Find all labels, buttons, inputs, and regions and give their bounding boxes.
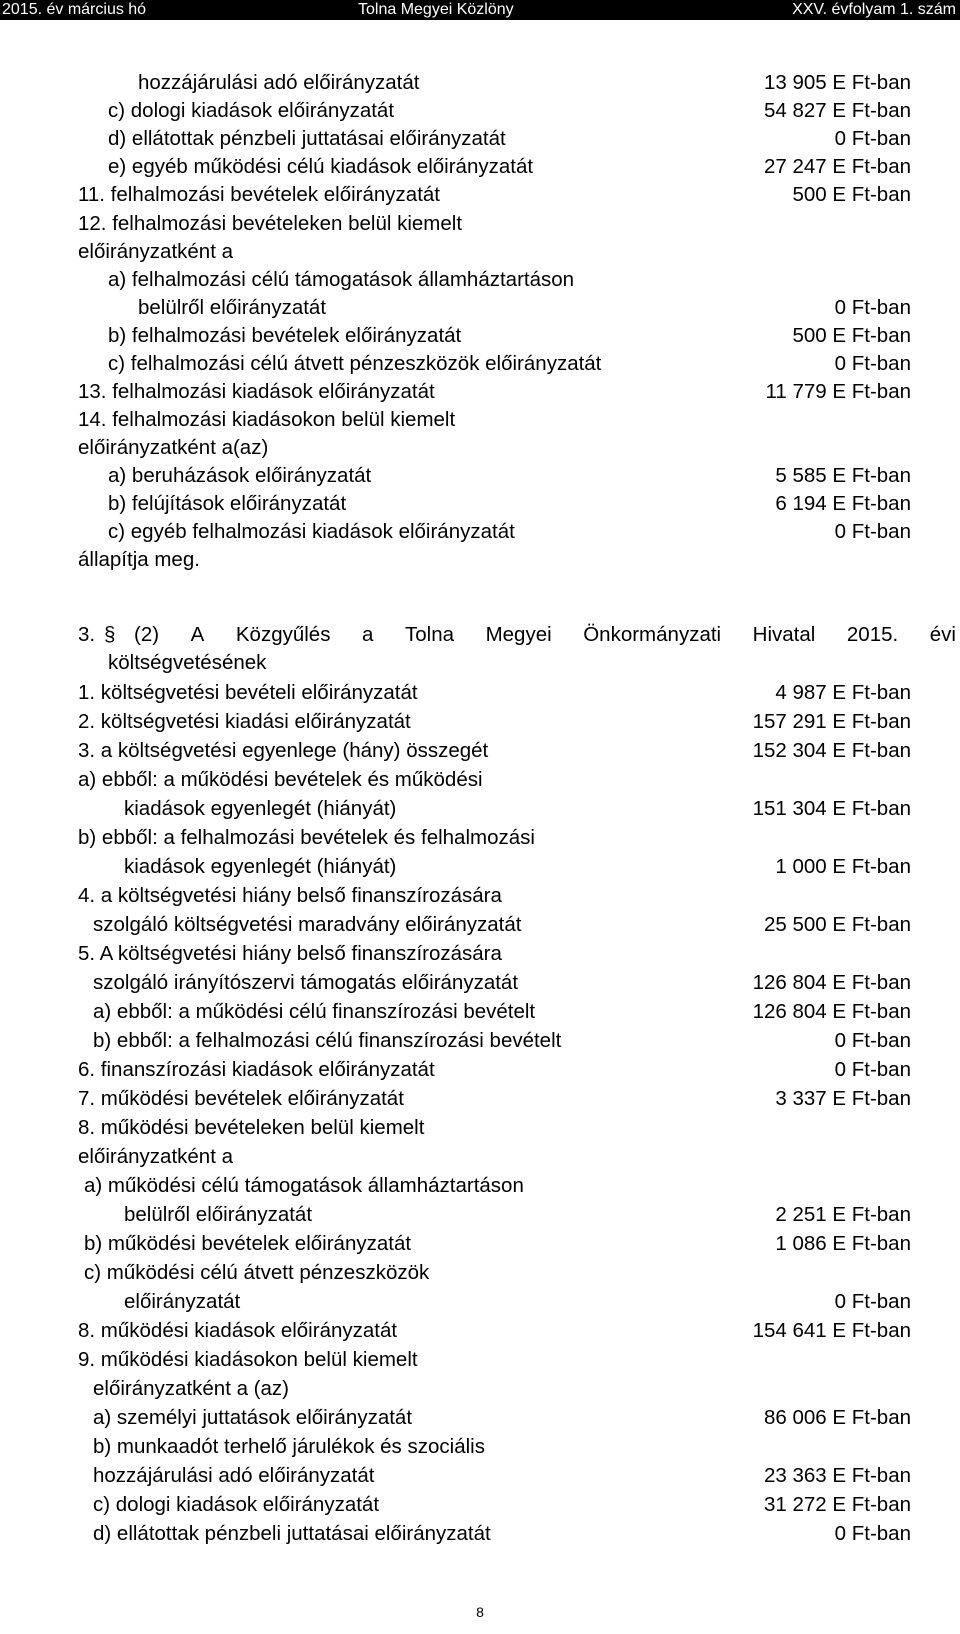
heading-word: Megyei (485, 623, 552, 646)
line-text: b) ebből: a felhalmozási célú finanszírozási bevételt (93, 1029, 562, 1052)
heading-word: A (190, 623, 205, 646)
line-text: 3. a költségvetési egyenlege (hány) összegét (78, 739, 489, 762)
line-text: a) felhalmozási célú támogatások államháztartáson (108, 268, 575, 291)
section-number: 3. (78, 623, 96, 646)
line-amount: 0 Ft-ban (834, 1522, 911, 1545)
heading-word: a (362, 623, 374, 646)
line-text: b) felhalmozási bevételek előirányzatát (108, 324, 462, 347)
line-text: 1. költségvetési bevételi előirányzatát (78, 681, 418, 704)
line-amount: 1 000 E Ft-ban (775, 855, 911, 878)
line-text: 8. működési bevételeken belül kiemelt (78, 1116, 425, 1139)
line-text: a) ebből: a működési célú finanszírozási bevételt (93, 1000, 536, 1023)
line-amount: 0 Ft-ban (834, 352, 911, 375)
line-amount: 126 804 E Ft-ban (752, 1000, 911, 1023)
heading-word: Tolna (405, 623, 455, 646)
line-text: b) munkaadót terhelő járulékok és szociális (93, 1435, 485, 1458)
line-amount: 11 779 E Ft-ban (765, 380, 911, 403)
line-text: 8. működési kiadások előirányzatát (78, 1319, 398, 1342)
line-text: hozzájárulási adó előirányzatát (93, 1464, 375, 1487)
line-amount: 25 500 E Ft-ban (763, 913, 911, 936)
line-text: előirányzatként a(az) (78, 436, 269, 459)
line-text: szolgáló költségvetési maradvány előirányzatát (93, 913, 522, 936)
header-publication: Tolna Megyei Közlöny (358, 1, 514, 18)
line-text: kiadások egyenlegét (hiányát) (124, 855, 397, 878)
line-text: d) ellátottak pénzbeli juttatásai előirányzatát (108, 127, 506, 150)
line-text: előirányzatként a (az) (93, 1377, 289, 1400)
line-text: 12. felhalmozási bevételeken belül kiemelt (78, 212, 463, 235)
header-volume: XXV. évfolyam 1. szám (792, 1, 956, 18)
line-text: 2. költségvetési kiadási előirányzatát (78, 710, 411, 733)
line-text: 4. a költségvetési hiány belső finanszírozására (78, 884, 502, 907)
line-text: c) felhalmozási célú átvett pénzeszközök előirányzatát (108, 352, 602, 375)
line-amount: 151 304 E Ft-ban (752, 797, 911, 820)
line-text: 7. működési bevételek előirányzatát (78, 1087, 404, 1110)
section-heading (134, 622, 956, 648)
line-text: b) felújítások előirányzatát (108, 492, 347, 515)
line-text: d) ellátottak pénzbeli juttatásai előirányzatát (93, 1522, 491, 1545)
line-amount: 5 585 E Ft-ban (775, 464, 911, 487)
heading-word: Hivatal (752, 623, 816, 646)
line-text: b) ebből: a felhalmozási bevételek és felhalmozási (78, 826, 535, 849)
heading-word: (2) (134, 623, 160, 646)
line-amount: 500 E Ft-ban (792, 183, 911, 206)
line-text: a) személyi juttatások előirányzatát (93, 1406, 413, 1429)
line-text: 5. A költségvetési hiány belső finanszírozására (78, 942, 502, 965)
line-text: a) ebből: a működési bevételek és működési (78, 768, 483, 791)
line-amount: 152 304 E Ft-ban (752, 739, 911, 762)
heading-word: 2015. (846, 623, 899, 646)
line-text: 11. felhalmozási bevételek előirányzatát (78, 183, 440, 206)
line-text: c) dologi kiadások előirányzatát (93, 1493, 380, 1516)
line-text: belülről előirányzatát (138, 296, 327, 319)
line-text: szolgáló irányítószervi támogatás előirányzatát (93, 971, 519, 994)
line-amount: 154 641 E Ft-ban (752, 1319, 911, 1342)
line-text: 9. működési kiadásokon belül kiemelt (78, 1348, 418, 1371)
line-amount: 126 804 E Ft-ban (752, 971, 911, 994)
section-sign: § (104, 623, 116, 646)
line-text: belülről előirányzatát (124, 1203, 313, 1226)
line-amount: 0 Ft-ban (834, 1029, 911, 1052)
line-text: 6. finanszírozási kiadások előirányzatát (78, 1058, 435, 1081)
line-text: b) működési bevételek előirányzatát (84, 1232, 412, 1255)
line-text: kiadások egyenlegét (hiányát) (124, 797, 397, 820)
line-text: állapítja meg. (78, 548, 200, 571)
line-amount: 0 Ft-ban (834, 1290, 911, 1313)
line-text: előirányzatként a (78, 1145, 233, 1168)
page-number: 8 (476, 1604, 484, 1620)
line-amount: 86 006 E Ft-ban (763, 1406, 911, 1429)
line-amount: 2 251 E Ft-ban (775, 1203, 911, 1226)
line-text: e) egyéb működési célú kiadások előirányzatát (108, 155, 534, 178)
section-heading-cont: költségvetésének (108, 651, 267, 674)
line-amount: 6 194 E Ft-ban (775, 492, 911, 515)
line-amount: 27 247 E Ft-ban (763, 155, 911, 178)
line-text: hozzájárulási adó előirányzatát (138, 71, 420, 94)
line-amount: 0 Ft-ban (834, 520, 911, 543)
line-amount: 1 086 E Ft-ban (775, 1232, 911, 1255)
heading-word: Önkormányzati (583, 623, 722, 646)
line-amount: 31 272 E Ft-ban (763, 1493, 911, 1516)
line-amount: 54 827 E Ft-ban (763, 99, 911, 122)
line-text: 14. felhalmozási kiadásokon belül kiemelt (78, 408, 456, 431)
line-text: a) működési célú támogatások államháztartáson (84, 1174, 524, 1197)
line-amount: 0 Ft-ban (834, 1058, 911, 1081)
header-date: 2015. év március hó (2, 1, 147, 18)
page-header (0, 0, 960, 20)
line-text: c) egyéb felhalmozási kiadások előirányzatát (108, 520, 515, 543)
line-text: előirányzatát (124, 1290, 241, 1313)
line-text: 13. felhalmozási kiadások előirányzatát (78, 380, 435, 403)
line-amount: 13 905 E Ft-ban (763, 71, 911, 94)
line-amount: 4 987 E Ft-ban (775, 681, 911, 704)
line-amount: 500 E Ft-ban (792, 324, 911, 347)
line-text: a) beruházások előirányzatát (108, 464, 372, 487)
line-text: c) dologi kiadások előirányzatát (108, 99, 395, 122)
line-amount: 0 Ft-ban (834, 127, 911, 150)
line-amount: 3 337 E Ft-ban (775, 1087, 911, 1110)
line-amount: 0 Ft-ban (834, 296, 911, 319)
line-text: c) működési célú átvett pénzeszközök (84, 1261, 430, 1284)
line-amount: 23 363 E Ft-ban (763, 1464, 911, 1487)
heading-word: Közgyűlés (235, 623, 331, 646)
heading-word: évi (929, 623, 956, 646)
line-amount: 157 291 E Ft-ban (752, 710, 911, 733)
line-text: előirányzatként a (78, 240, 233, 263)
